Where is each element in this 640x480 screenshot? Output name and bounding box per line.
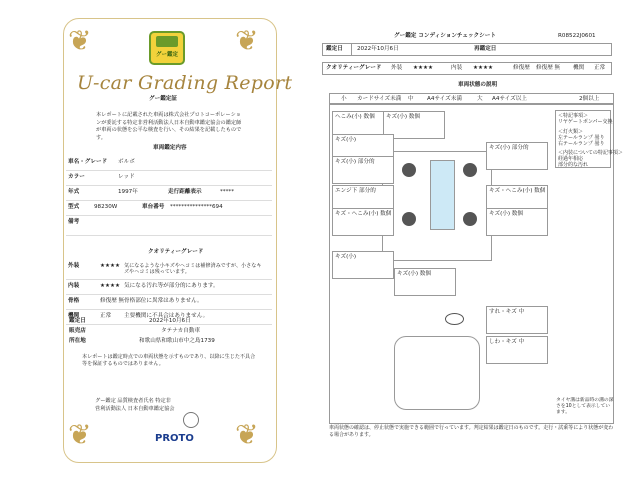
ornament-bottom-left: ❦ — [68, 418, 92, 451]
document-number: R08522J0601 — [558, 33, 596, 39]
section-title: 車両状態の説明 — [458, 82, 498, 88]
tire-icon — [463, 163, 477, 177]
damage-note: キズ・へこみ(小) 数個 — [332, 208, 394, 236]
damage-note: キズ(小) 数個 — [383, 111, 445, 139]
field-row: 車名・グレード ボルボ — [66, 156, 272, 171]
field-row: カラー レッド — [66, 171, 272, 186]
quality-title: クオリティーグレード — [148, 249, 204, 255]
vehicle-section-title: 車両鑑定内容 — [153, 145, 187, 151]
damage-note: キズ(小) 数個 — [486, 208, 548, 236]
jaaa-seal-icon — [183, 412, 199, 428]
footer-note: 本レポートは鑑定時点での車両状態を示すものであり、以降に生じた不具合等を保証するものではありません。 — [82, 354, 256, 367]
quality-row: 外装 ★★★★ 気になるような小キズやヘコミは補修済みですが、小さなキズやヘコミは残っています。 — [66, 260, 272, 280]
appraisal-date: 2022年10月6日 — [149, 318, 191, 324]
sheet-footer: 車両状態の確認は、停止状態で実施できる範囲で行っています。判定結果は鑑定日のものです。走行・試乗等により状態が変わる場合があります。 — [329, 425, 614, 438]
location-label: 所在地 — [69, 338, 86, 344]
shop-name: タテナカ自動車 — [161, 328, 201, 334]
field-row: 型式 98230W 車台番号 ***************694 — [66, 201, 272, 216]
logo-mark-icon — [156, 36, 178, 47]
quality-row: 骨格 修復歴 無 骨格部位に異常はありません。 — [66, 295, 272, 310]
proto-brand: PROTO — [155, 433, 194, 444]
tire-icon — [402, 212, 416, 226]
shop-label: 販売店 — [69, 328, 86, 334]
report-title: U-car Grading Report — [77, 72, 293, 94]
certificate-title: グー鑑定証 — [149, 96, 177, 102]
damage-note: キズ(小) 数個 — [394, 268, 456, 296]
ornament-top-left: ❦ — [68, 24, 92, 57]
ornament-top-right: ❦ — [235, 24, 259, 57]
field-row: 年式 1997年 走行距離表示 ***** — [66, 186, 272, 201]
damage-note: キズ・へこみ(小) 数個 — [486, 185, 548, 213]
field-row: 備考 — [66, 216, 272, 236]
sheet-title: グー鑑定 コンディションチェックシート — [394, 33, 496, 39]
logo-label: グー鑑定 — [155, 52, 178, 58]
tire-icon — [402, 163, 416, 177]
ornament-bottom-right: ❦ — [235, 418, 259, 451]
damage-note: キズ(小) 部分的 — [332, 156, 394, 184]
intro-text: 本レポートに記載された車両は株式会社プロトコーポレーションが委託する特定非営利活動法人日本自動車鑑定協会の鑑定師が車両の状態を公平な検査を行い、その結果を記載したものです。 — [96, 112, 242, 141]
quality-row: 機関 正常 主要機関に不具合はありません。 — [66, 310, 272, 325]
steering-wheel-icon — [445, 313, 464, 325]
quality-row: 内装 ★★★★ 気になる汚れ等が部分的にあります。 — [66, 280, 272, 295]
damage-note: キズ(小) 部分的 — [486, 142, 548, 170]
shop-location: 和歌山県和歌山市中之島1739 — [139, 338, 215, 344]
damage-note: エンジ下 部分的 — [332, 185, 394, 213]
car-interior-diagram — [394, 336, 480, 410]
interior-note: しわ・キズ 中 — [486, 336, 548, 364]
date-label: 鑑定日 — [69, 318, 86, 324]
signature-block: グー鑑定 品質検査者氏名 特定非営利活動法人 日本自動車鑑定協会 — [95, 398, 175, 412]
vehicle-roof — [430, 160, 455, 230]
damage-note: へこみ(小) 数個 — [332, 111, 394, 139]
tire-note: タイヤ溝は新品時の溝の深さを10として表示しています。 — [556, 398, 614, 415]
tire-icon — [463, 212, 477, 226]
damage-note: キズ(小) — [332, 251, 394, 279]
interior-note: すれ・キズ 中 — [486, 306, 548, 334]
damage-note: キズ(小) — [332, 134, 394, 162]
goo-appraisal-logo — [149, 31, 185, 65]
